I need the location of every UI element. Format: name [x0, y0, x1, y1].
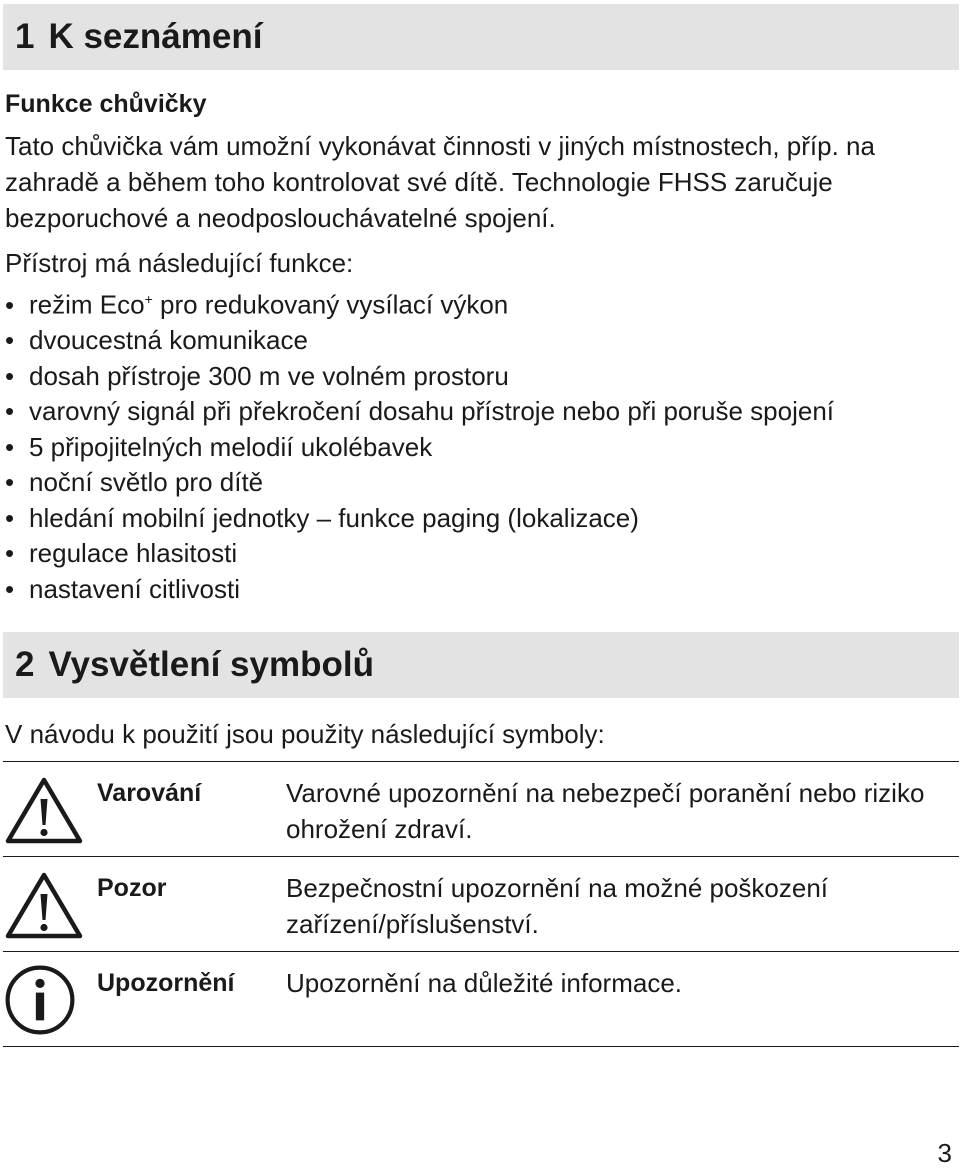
- feature-superscript: +: [144, 291, 153, 307]
- bullet: •: [5, 289, 15, 320]
- section-1-title: K seznámení: [48, 17, 263, 56]
- feature-text: hledání mobilní jednotky – funkce paging (lokalizace): [29, 502, 639, 533]
- feature-text: nastavení citlivosti: [29, 573, 240, 604]
- bullet: •: [5, 431, 15, 462]
- list-item: [5, 536, 834, 572]
- caution-triangle-icon: [4, 870, 84, 940]
- symbol-description: Upozornění na důležité informace.: [286, 968, 683, 998]
- list-item: [5, 465, 834, 501]
- section-1-heading: [3, 4, 959, 70]
- feature-text: dvoucestná komunikace: [29, 325, 308, 356]
- list-item: [5, 572, 834, 608]
- feature-text: režim Eco: [29, 289, 145, 320]
- feature-text-rest: pro redukovaný vysílací výkon: [152, 289, 509, 320]
- bullet: •: [5, 467, 15, 498]
- warning-triangle-icon: [4, 775, 84, 845]
- section-1-number: 1: [15, 17, 35, 56]
- section-1-intro: Tato chůvička vám umožní vykonávat činnosti v jiných místnostech, příp. na zahradě a během toho kontrolovat své dítě. Technologie FHSS zaručuje bezporuchové a neodposlouchávatelné spojení.: [5, 131, 875, 233]
- features-intro: Přístroj má následující funkce:: [5, 248, 354, 278]
- symbol-name: Pozor: [97, 874, 167, 902]
- bullet: •: [5, 538, 15, 569]
- symbol-description: Varovné upozornění na nebezpečí poranění nebo riziko ohrožení zdraví.: [286, 778, 925, 844]
- bullet: •: [5, 396, 15, 427]
- symbol-row-info: [0, 951, 960, 1046]
- feature-text: 5 připojitelných melodií ukolébavek: [29, 431, 433, 462]
- section-2-number: 2: [15, 645, 35, 684]
- feature-text: regulace hlasitosti: [29, 538, 238, 569]
- bullet: •: [5, 502, 15, 533]
- bullet: •: [5, 325, 15, 356]
- symbol-name: Varování: [97, 779, 202, 807]
- section-1-subtitle: Funkce chůvičky: [5, 90, 207, 118]
- list-item: [5, 323, 834, 359]
- list-item: [5, 430, 834, 466]
- feature-text: noční světlo pro dítě: [29, 467, 264, 498]
- symbol-row-warning: [0, 761, 960, 856]
- symbol-name: Upozornění: [97, 969, 235, 997]
- symbols-intro: V návodu k použití jsou použity následující symboly:: [5, 719, 605, 749]
- bullet: •: [5, 573, 15, 604]
- feature-text: varovný signál při překročení dosahu přístroje nebo při poruše spojení: [29, 396, 835, 427]
- list-item: [5, 282, 834, 323]
- list-item: [5, 359, 834, 395]
- section-2-heading: [3, 632, 959, 698]
- features-list: [5, 282, 834, 607]
- feature-text: dosah přístroje 300 m ve volném prostoru: [29, 360, 509, 391]
- symbol-row-caution: [0, 856, 960, 951]
- list-item: [5, 501, 834, 537]
- symbol-description: Bezpečnostní upozornění na možné poškození zařízení/příslušenství.: [286, 873, 829, 939]
- bullet: •: [5, 360, 15, 391]
- section-2-title: Vysvětlení symbolů: [48, 645, 374, 684]
- list-item: [5, 394, 834, 430]
- page-number: 3: [937, 1138, 952, 1168]
- info-circle-icon: [3, 963, 77, 1037]
- table-divider: [3, 1046, 959, 1047]
